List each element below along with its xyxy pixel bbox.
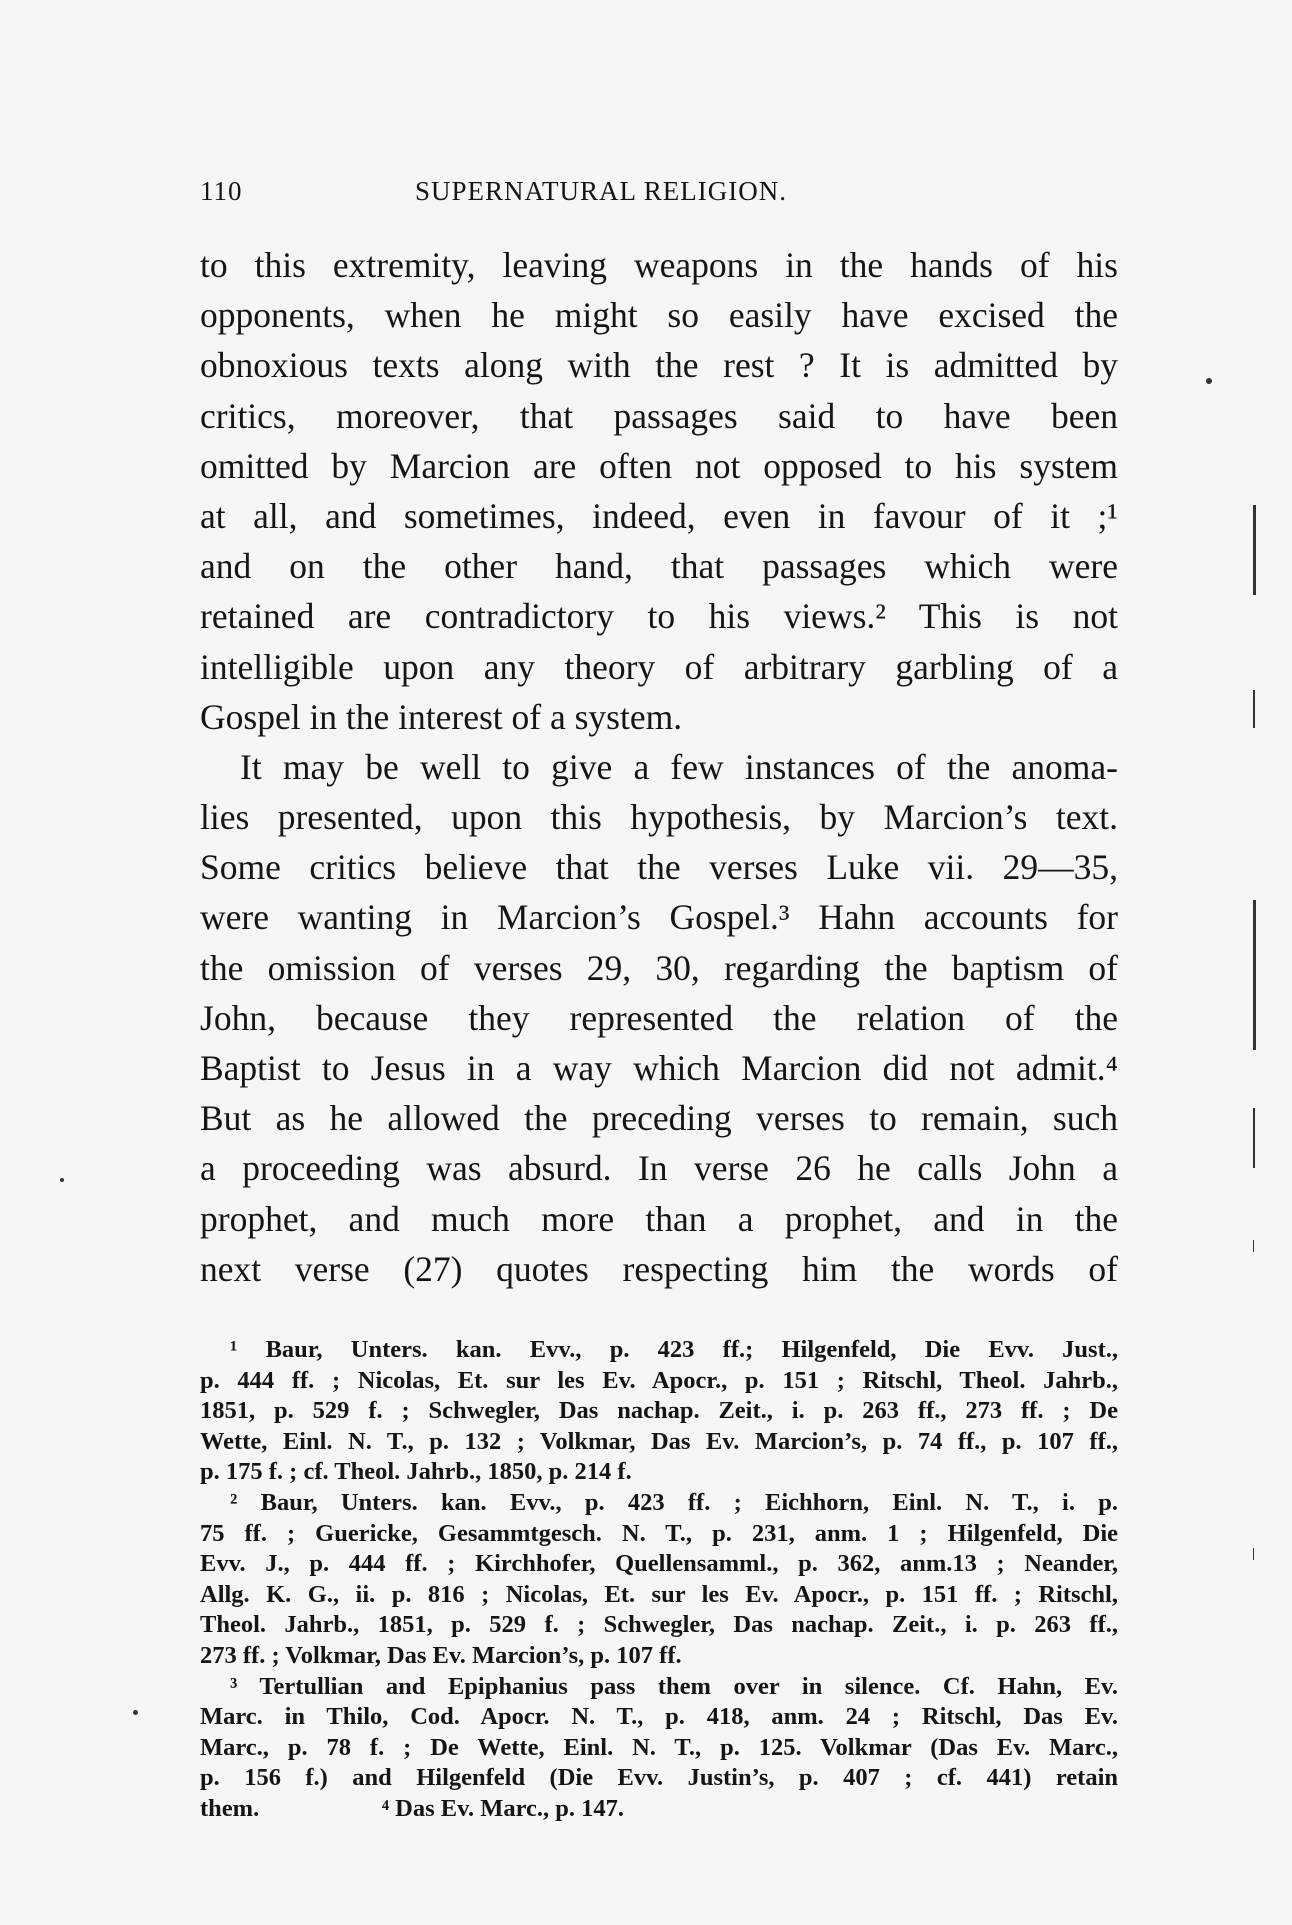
body-line: But as he allowed the preceding verses to remain, such (200, 1098, 1118, 1139)
scan-dot (60, 1178, 64, 1182)
body-line: were wanting in Marcion’s Gospel.³ Hahn accounts for (200, 897, 1118, 938)
scan-margin-line (1253, 690, 1255, 728)
scan-margin-line (1253, 505, 1256, 595)
scan-margin-line (1253, 1548, 1254, 1560)
footnote-line: p. 444 ff. ; Nicolas, Et. sur les Ev. Apocr., p. 151 ; Ritschl, Theol. Jahrb., (200, 1366, 1118, 1394)
footnote-line: ³ Tertullian and Epiphanius pass them over in silence. Cf. Hahn, Ev. (230, 1672, 1118, 1700)
footnote-line: Marc., p. 78 f. ; De Wette, Einl. N. T., p. 125. Volkmar (Das Ev. Marc., (200, 1733, 1118, 1761)
footnote-line: 1851, p. 529 f. ; Schwegler, Das nachap. Zeit., i. p. 263 ff., 273 ff. ; De (200, 1397, 1118, 1425)
footnote-line: 75 ff. ; Guericke, Gesammtgesch. N. T., p. 231, anm. 1 ; Hilgenfeld, Die (200, 1519, 1118, 1547)
page-number: 110 (200, 176, 243, 206)
footnote-line: Allg. K. G., ii. p. 816 ; Nicolas, Et. sur les Ev. Apocr., p. 151 ff. ; Ritschl, (200, 1580, 1118, 1608)
paragraph-start-line: It may be well to give a few instances of the anoma- (240, 746, 1118, 787)
running-title: SUPERNATURAL RELIGION. (415, 176, 787, 206)
body-line: and on the other hand, that passages which were (200, 546, 1118, 587)
scan-margin-line (1253, 1240, 1254, 1252)
scan-margin-line (1253, 1108, 1255, 1168)
scan-margin-line (1253, 900, 1256, 1050)
footnotes (200, 1335, 1118, 1825)
footnote-line: p. 175 f. ; cf. Theol. Jahrb., 1850, p. 214 f. (200, 1458, 632, 1486)
body-line: next verse (27) quotes respecting him the words of (200, 1248, 1118, 1289)
footnote-line: ¹ Baur, Unters. kan. Evv., p. 423 ff.; Hilgenfeld, Die Evv. Just., (230, 1336, 1118, 1363)
footnote-line: ² Baur, Unters. kan. Evv., p. 423 ff. ; Eichhorn, Einl. N. T., i. p. (230, 1488, 1118, 1516)
body-text (200, 240, 1118, 1294)
footnote-line: Theol. Jahrb., 1851, p. 529 f. ; Schwegler, Das nachap. Zeit., i. p. 263 ff., (200, 1611, 1118, 1639)
footnote-line: p. 156 f.) and Hilgenfeld (Die Evv. Justin’s, p. 407 ; cf. 441) retain (200, 1764, 1118, 1792)
footnote-line: them. ⁴ Das Ev. Marc., p. 147. (200, 1794, 625, 1822)
body-line: Baptist to Jesus in a way which Marcion did not admit.⁴ (200, 1048, 1118, 1088)
footnote-line: 273 ff. ; Volkmar, Das Ev. Marcion’s, p. 107 ff. (200, 1641, 682, 1669)
body-line: opponents, when he might so easily have excised the (200, 295, 1118, 336)
body-line: to this extremity, leaving weapons in the hands of his (200, 245, 1118, 285)
footnote-line: Evv. J., p. 444 ff. ; Kirchhofer, Quellensamml., p. 362, anm.13 ; Neander, (200, 1550, 1118, 1578)
page-header (200, 176, 1120, 216)
body-line: the omission of verses 29, 30, regarding the baptism of (200, 947, 1118, 988)
body-line: lies presented, upon this hypothesis, by Marcion’s text. (200, 797, 1118, 838)
body-line: at all, and sometimes, indeed, even in favour of it ;¹ (200, 495, 1118, 536)
body-line: intelligible upon any theory of arbitrary garbling of a (200, 646, 1118, 687)
footnote-line: Marc. in Thilo, Cod. Apocr. N. T., p. 418, anm. 24 ; Ritschl, Das Ev. (200, 1703, 1118, 1731)
body-line: prophet, and much more than a prophet, and in the (200, 1198, 1118, 1239)
scan-dot (133, 1710, 138, 1715)
body-line: John, because they represented the relation of the (200, 997, 1118, 1038)
body-line: critics, moreover, that passages said to have been (200, 395, 1118, 436)
footnote-line: Wette, Einl. N. T., p. 132 ; Volkmar, Das Ev. Marcion’s, p. 74 ff., p. 107 ff., (200, 1427, 1118, 1455)
body-line: retained are contradictory to his views.² This is not (200, 596, 1118, 637)
body-line: Some critics believe that the verses Luke vii. 29—35, (200, 847, 1118, 888)
body-line: Gospel in the interest of a system. (200, 696, 683, 737)
body-line: a proceeding was absurd. In verse 26 he calls John a (200, 1148, 1118, 1189)
body-line: obnoxious texts along with the rest ? It is admitted by (200, 345, 1118, 386)
body-line: omitted by Marcion are often not opposed to his system (200, 445, 1118, 486)
scan-dot (1206, 378, 1212, 384)
